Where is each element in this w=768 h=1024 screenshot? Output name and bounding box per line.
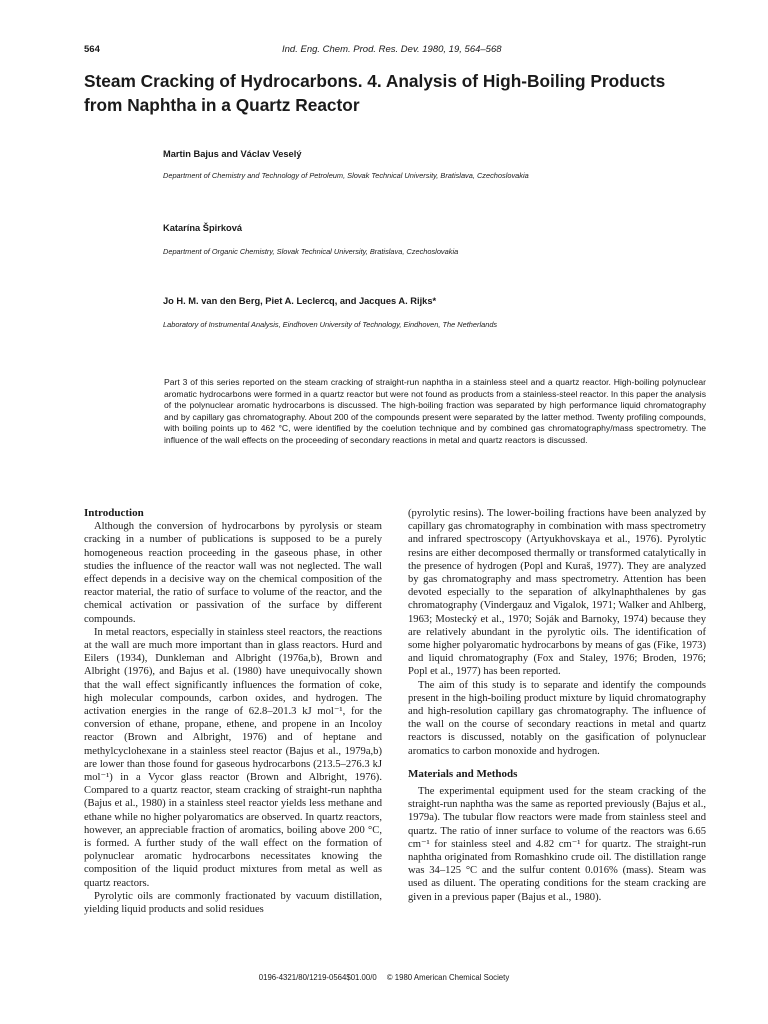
body-paragraph: Although the conversion of hydrocarbons by pyrolysis or steam cracking in a number of publications is supposed to be a purely homogeneous reaction proceeding in the gaseous phase, in other studies the influence of the reactor wall was not neglected. The wall effect depends in a decisive way on the chemical composition of the reactor material, the ratio of surface to volume of the reactor, and the chemical activation or passivation of the surface by different compounds. xyxy=(84,521,382,625)
affiliation-line-2: Department of Organic Chemistry, Slovak Technical University, Bratislava, Czechoslovakia xyxy=(163,247,459,256)
paper-title: Steam Cracking of Hydrocarbons. 4. Analysis of High-Boiling Products from Naphtha in a Quartz Reactor xyxy=(84,71,666,115)
body-paragraph: (pyrolytic resins). The lower-boiling fractions have been analyzed by capillary gas chromatography in combination with mass spectrometry and infrared spectroscopy (Artyukhovskaya et al., 1976). Pyrolytic resins are either decomposed thermally or transformed catalytically in the presence of hydrogen (Popl and Kuraš, 1977). They are analyzed by gas chromatography and mass spectrometry. Attention has been devoted especially to the separation of alkylnaphthalenes by gas chromatography (Vindergauz and Vigalok, 1971; Walker and Ahlberg, 1963; Mostecký et al., 1970; Soják and Barnoky, 1974) because they are relatively abundant in the pyrolytic oils. The identification of some higher polyaromatic hydrocarbons by means of gas (Fike, 1973) and liquid chromatography (Fox and Staley, 1976; Broden, 1976; Popl et al., 1977) has been reported. xyxy=(408,508,706,678)
article-code: 0196-4321/80/1219-0564$01.00/0 xyxy=(258,973,377,982)
left-column xyxy=(84,507,382,916)
body-paragraph: In metal reactors, especially in stainless steel reactors, the reactions at the wall are much more important than in glass reactors. Hurd and Eilers (1934), Dunkleman and Albright (1976a,b), Brown and Albright (1976), and Bajus et al. (1980) have unequivocally shown that the wall effect significantly influences the formation of coke, high molecular compounds, carbon oxides, and hydrogen. The activation energies in the range of 62.8–201.3 kJ mol⁻¹, for the conversion of ethane, propane, ethene, and propene in an Incoloy reactor (Brown and Albright, 1976) and of heptane and methylcyclohexane in a stainless steel reactor (Bajus et al., 1979a,b) are lower than those found for gaseous hydrocarbons (213.5–276.3 kJ mol⁻¹) in a Vycor glass reactor (Brown and Albright, 1976). Compared to a quartz reactor, steam cracking of straight-run naphtha (Bajus et al., 1980) in a stainless steel reactor yields less methane and ethane while no higher polyaromatics are observed. In quartz reactors, however, an appreciable fraction of aromatics, boiling above 200 °C, is formed. A further study of the wall effect on the formation of polynuclear aromatic hydrocarbons necessitates knowing the composition of the liquid product mixtures from metal as well as quartz reactors. xyxy=(84,626,382,889)
journal-citation: Ind. Eng. Chem. Prod. Res. Dev. 1980, 19, 564–568 xyxy=(282,44,502,55)
author-line-3: Jo H. M. van den Berg, Piet A. Leclercq, and Jacques A. Rijks* xyxy=(163,296,437,306)
introduction-heading: Introduction xyxy=(84,507,144,519)
page-footer xyxy=(0,973,768,982)
page-number: 564 xyxy=(84,44,100,55)
right-column xyxy=(408,507,706,904)
methods-heading: Materials and Methods xyxy=(408,767,518,780)
body-paragraph: The aim of this study is to separate and identify the compounds present in the high-boiling product mixture by liquid chromatography and high-resolution capillary gas chromatography. The influence of the wall on the course of secondary reactions in metal and quartz reactors is discussed, notably on the gasification of polynuclear aromatics to carbon monoxide and hydrogen. xyxy=(408,679,706,757)
body-paragraph: The experimental equipment used for the steam cracking of the straight-run naphtha was the same as reported previously (Bajus et al., 1979a). The tubular flow reactors were made from stainless steel and quartz. The ratio of inner surface to volume of the reactors was 6.65 cm⁻¹ for stainless steel and 4.82 cm⁻¹ for quartz. The straight-run naphtha originated from Romashkino crude oil. The distillation range was 34–125 °C and the sulfur content 0.016% (mass). Steam was used as diluent. The operating conditions for the steam cracking are given in a previous paper (Bajus et al., 1980). xyxy=(408,786,706,903)
author-line-1: Martin Bajus and Václav Veselý xyxy=(163,149,302,159)
affiliation-line-3: Laboratory of Instrumental Analysis, Eindhoven University of Technology, Eindhoven, The Netherlands xyxy=(163,320,498,329)
copyright-notice: © 1980 American Chemical Society xyxy=(386,973,510,982)
affiliation-line-1: Department of Chemistry and Technology of Petroleum, Slovak Technical University, Bratislava, Czechoslovakia xyxy=(163,171,529,180)
author-line-2: Katarína Špirková xyxy=(163,223,243,233)
abstract: Part 3 of this series reported on the steam cracking of straight-run naphtha in a stainless steel and a quartz reactor. High-boiling polynuclear aromatic hydrocarbons were formed in a quartz reactor but were not found as products from a stainless-steel reactor. In this paper the analysis of the polynuclear aromatic hydrocarbons is discussed. The high-boiling fraction was separated by high performance liquid chromatography and by capillary gas chromatography. About 200 of the compounds present were separated by the latter method. Twenty profiling compounds, with boiling points up to 462 °C, were identified by the coelution technique and by combined gas chromatography/mass spectrometry. The influence of the wall effects on the proceeding of secondary reactions in metal and quartz reactors is discussed. xyxy=(164,377,706,445)
body-paragraph: Pyrolytic oils are commonly fractionated by vacuum distillation, yielding liquid products and solid residues xyxy=(84,890,382,916)
running-header xyxy=(84,44,704,58)
